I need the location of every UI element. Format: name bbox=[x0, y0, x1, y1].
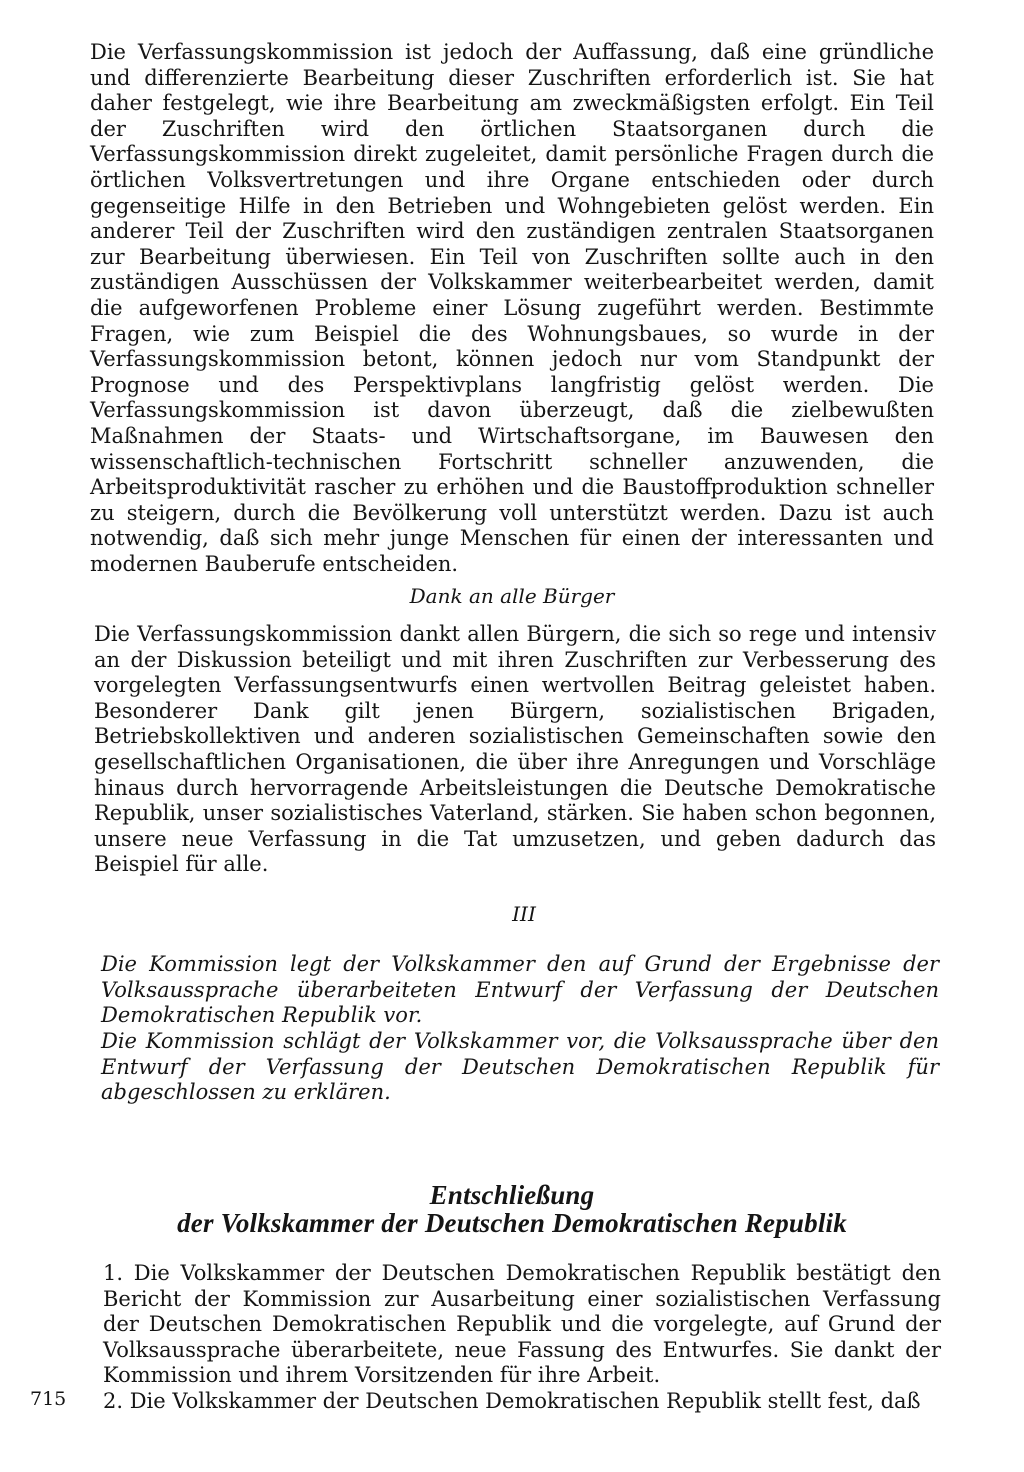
paragraph-submissions-processing: Die Verfassungskommission ist jedoch der Auffassung, daß eine gründliche und differenzierte Bearbeitung dieser Zuschriften erforderlich ist. Sie hat daher festgelegt, wie ihre Bearbeitung am zweckmäßigsten erfolgt. Ein Teil der Zuschriften wird den örtlichen Staatsorganen durch die Verfassungskommission direkt zugeleitet, damit persönliche Fragen durch die örtlichen Volksvertretungen und ihre Organe entschieden oder durch gegenseitige Hilfe in den Betrieben und Wohngebieten gelöst werden. Ein anderer Teil der Zuschriften wird den zuständigen zentralen Staatsorganen zur Bearbeitung überwiesen. Ein Teil von Zuschriften sollte auch in den zuständigen Ausschüssen der Volkskammer weiterbearbeitet werden, damit die aufgeworfenen Probleme einer Lösung zugeführt werden. Bestimmte Fragen, wie zum Beispiel die des Wohnungsbaues, so wurde in der Verfassungskommission betont, können jedoch nur vom Standpunkt der Prognose und des Perspektivplans langfristig gelöst werden. Die Verfassungskommission ist davon überzeugt, daß die zielbewußten Maßnahmen der Staats- und Wirtschaftsorgane, im Bauwesen den wissenschaftlich-technischen Fortschritt schneller anzuwenden, die Arbeitsproduktivität rascher zu erhöhen und die Baustoffproduktion schneller zu steigern, durch die Bevölkerung voll unterstützt werden. Dazu ist auch notwendig, daß sich mehr junge Menschen für einen der interessanten und modernen Bauberufe entscheiden. bbox=[90, 40, 934, 576]
page-number: 715 bbox=[30, 1388, 67, 1410]
paragraph-thanks: Die Verfassungskommission dankt allen Bürgern, die sich so rege und intensiv an der Diskussion beteiligt und mit ihren Zuschriften zur Verbesserung des vorgelegten Verfassungsentwurfs einen wertvollen Beitrag geleistet haben. Besonderer Dank gilt jenen Bürgern, sozialistischen Brigaden, Betriebskollektiven und anderen sozialistischen Gemeinschaften sowie den gesellschaftlichen Organisationen, die über ihre Anregungen und Vorschläge hinaus durch hervorragende Arbeitsleistungen die Deutsche Demokratische Republik, unser sozialistisches Vaterland, stärken. Sie haben schon begonnen, unsere neue Verfassung in die Tat umzusetzen, und geben dadurch das Beispiel für alle. bbox=[94, 622, 936, 877]
italic-paragraph-draft-presented: Die Kommission legt der Volkskammer den auf Grund der Ergebnisse der Volksaussprache überarbeiteten Entwurf der Verfassung der Deutschen Demokratischen Republik vor. bbox=[101, 952, 939, 1028]
resolution-point-2: 2. Die Volkskammer der Deutschen Demokratischen Republik stellt fest, daß bbox=[103, 1389, 921, 1413]
section-heading-thanks: Dank an alle Bürger bbox=[409, 584, 615, 608]
resolution-title-line2: der Volkskammer der Deutschen Demokratischen Republik bbox=[177, 1208, 847, 1238]
resolution-point-1: 1. Die Volkskammer der Deutschen Demokratischen Republik bestätigt den Bericht der Kommission zur Ausarbeitung einer sozialistischen Verfassung der Deutschen Demokratischen Republik und die vorgelegte, auf Grund der Volksaussprache überarbeitete, neue Fassung des Entwurfes. Sie dankt der Kommission und ihrem Vorsitzenden für ihre Arbeit. bbox=[103, 1261, 941, 1388]
section-numeral: III bbox=[512, 902, 536, 926]
resolution-title-line1: Entschließung bbox=[429, 1180, 595, 1210]
italic-paragraph-discussion-closed: Die Kommission schlägt der Volkskammer vor, die Volksaussprache über den Entwurf der Verfassung der Deutschen Demokratischen Republik für abgeschlossen zu erklären. bbox=[101, 1029, 939, 1105]
